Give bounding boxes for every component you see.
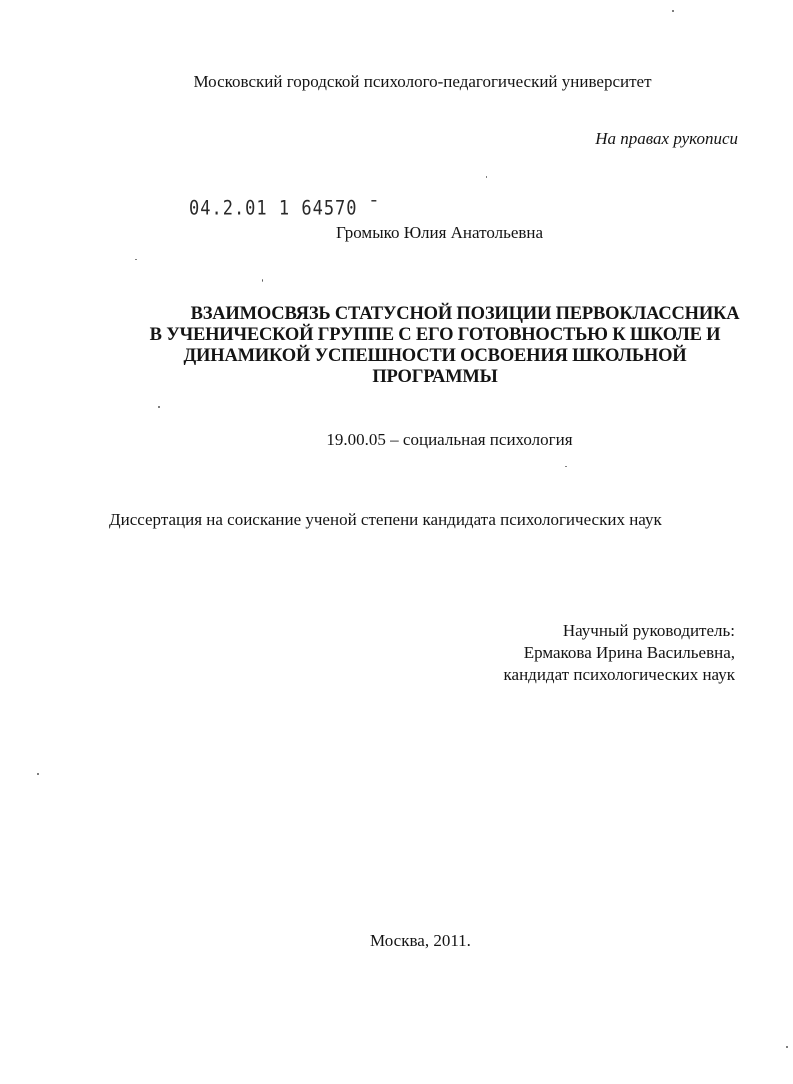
- manuscript-note: На правах рукописи: [595, 129, 738, 148]
- title-line: ПРОГРАММЫ: [372, 367, 498, 387]
- author-name: Громыко Юлия Анатольевна: [336, 223, 544, 242]
- supervisor-degree: кандидат психологических наук: [503, 665, 735, 684]
- university-name: Московский городской психолого-педагогический университет: [193, 72, 652, 91]
- scan-speck: [158, 406, 160, 408]
- dissertation-title: [120, 304, 750, 388]
- city-year: Москва, 2011.: [370, 931, 471, 950]
- scan-speck: [565, 466, 567, 467]
- scan-speck: [135, 259, 137, 260]
- supervisor-label: Научный руководитель:: [562, 621, 735, 640]
- stamp-number: 04.2.01 1 64570 ˉ: [189, 197, 380, 220]
- scan-speck: [37, 773, 39, 775]
- title-line: В УЧЕНИЧЕСКОЙ ГРУППЕ С ЕГО ГОТОВНОСТЬЮ К ШКОЛЕ И: [149, 325, 721, 345]
- specialty-code: 19.00.05 – социальная психология: [326, 430, 573, 449]
- supervisor-block: [504, 620, 735, 686]
- scan-speck: [672, 10, 674, 12]
- scan-speck: [486, 176, 487, 178]
- scan-speck: [262, 279, 263, 282]
- title-line: ВЗАИМОСВЯЗЬ СТАТУСНОЙ ПОЗИЦИИ ПЕРВОКЛАССНИКА: [190, 304, 740, 324]
- title-line: ДИНАМИКОЙ УСПЕШНОСТИ ОСВОЕНИЯ ШКОЛЬНОЙ: [183, 346, 687, 366]
- dissertation-statement: Диссертация на соискание ученой степени кандидата психологических наук: [109, 510, 662, 529]
- supervisor-name: Ермакова Ирина Васильевна,: [523, 643, 735, 662]
- scan-speck: [786, 1046, 788, 1048]
